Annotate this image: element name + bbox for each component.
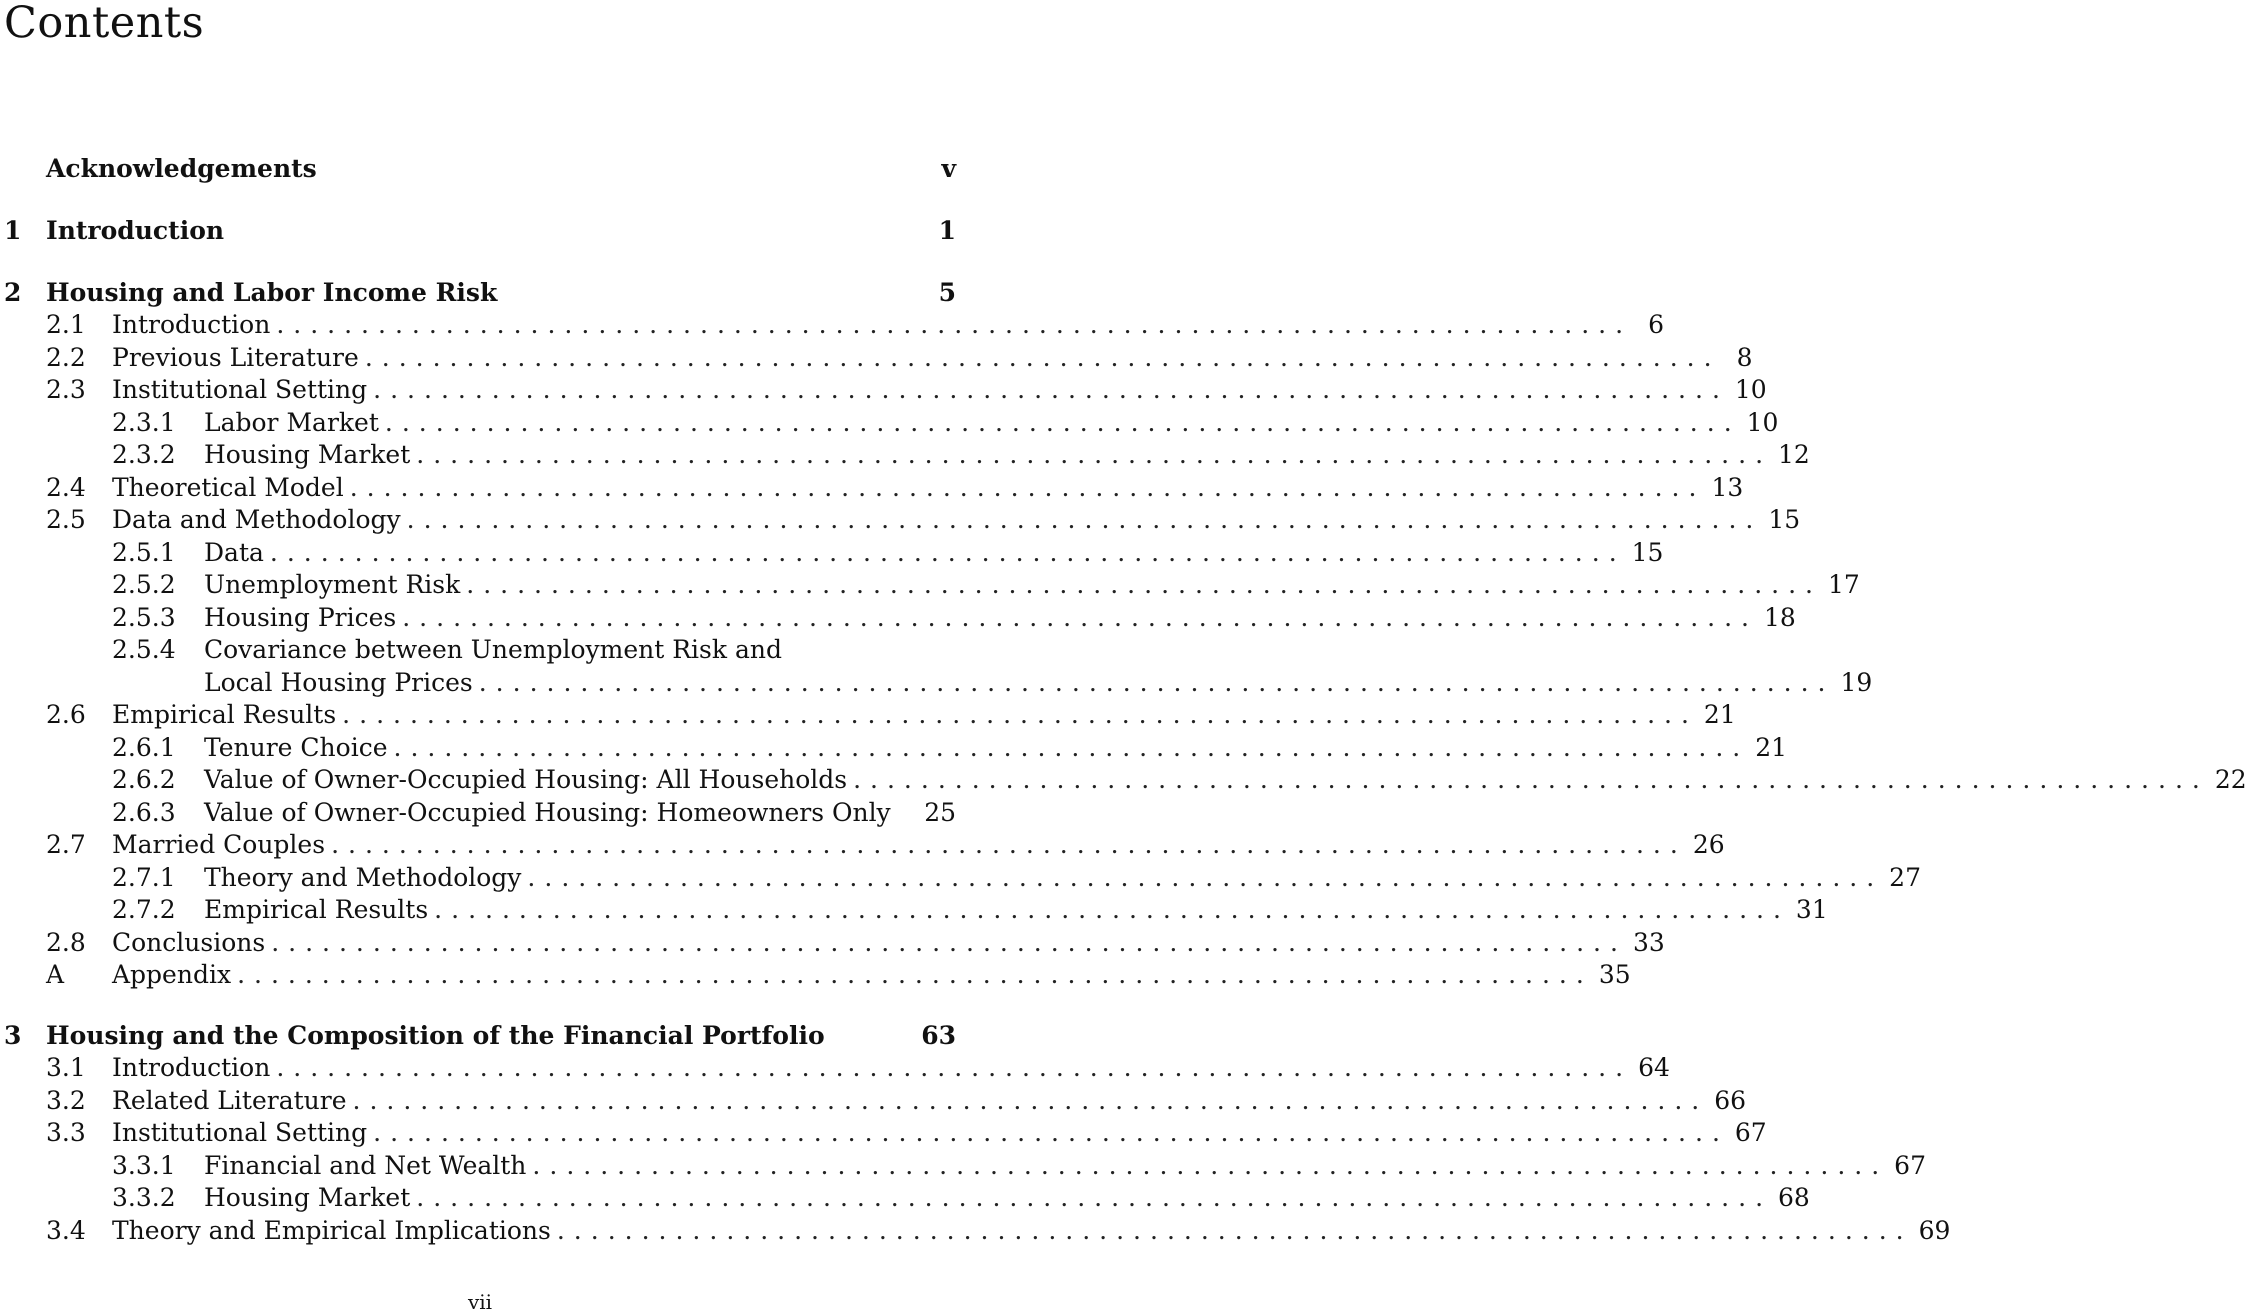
- toc-entry-page: 68: [1778, 1183, 1810, 1212]
- toc-entry-page: 67: [1734, 1118, 1767, 1147]
- dot-leader: ................................................................................: [853, 765, 2209, 794]
- dot-leader: ................................................................................: [416, 440, 1773, 469]
- toc-entry-number: 3.3.1: [112, 1151, 176, 1180]
- toc-entry-page: v: [941, 154, 956, 183]
- toc-entry-number: 2.5: [46, 505, 86, 534]
- dot-leader: ................................................................................: [342, 700, 1698, 729]
- toc-entry-page: 66: [1714, 1086, 1747, 1115]
- dot-leader: ................................................................................: [532, 1151, 1889, 1180]
- toc-entry-title: Housing Prices: [204, 603, 397, 632]
- toc-entry-title: Institutional Setting: [112, 1118, 368, 1147]
- toc-entry-number: 2.8: [46, 928, 86, 957]
- toc-entry-title: Housing and Labor Income Risk: [46, 278, 498, 307]
- toc-entry-title: Empirical Results: [204, 895, 429, 924]
- toc-entry-page: 6: [1648, 310, 1665, 339]
- toc-entry-page: 17: [1828, 570, 1860, 599]
- toc-entry[interactable]: [0, 215, 956, 247]
- toc-entry-number: 1: [4, 216, 22, 245]
- toc-entry-number: 3.3.2: [112, 1183, 176, 1212]
- toc-entry-number: 2.3.2: [112, 440, 176, 469]
- toc-entry[interactable]: [0, 1215, 1951, 1247]
- toc-entry-page: 64: [1638, 1053, 1670, 1082]
- dot-leader: ................................................................................: [373, 375, 1729, 404]
- toc-entry-title: Tenure Choice: [204, 733, 388, 762]
- dot-leader: ................................................................................: [527, 863, 1884, 892]
- toc-entry[interactable]: [0, 439, 1810, 471]
- dot-leader: ................................................................................: [406, 505, 1763, 534]
- dot-leader: ................................................................................: [271, 928, 1627, 957]
- toc-entry-page: 21: [1755, 733, 1788, 762]
- toc-entry-page: 21: [1703, 700, 1736, 729]
- toc-entry-page: 1: [938, 216, 956, 245]
- toc-entry-title: Covariance between Unemployment Risk and: [204, 635, 782, 664]
- toc-entry[interactable]: [0, 634, 956, 666]
- toc-entry[interactable]: [0, 472, 1744, 504]
- toc-entry-number: 2.6.3: [112, 798, 176, 827]
- toc-entry[interactable]: [0, 407, 1779, 439]
- toc-entry-page: 63: [921, 1021, 956, 1050]
- toc-entry-title: Value of Owner-Occupied Housing: Homeowners Only: [204, 798, 891, 827]
- toc-entry-title: Introduction: [46, 216, 225, 245]
- toc-entry[interactable]: [0, 569, 1860, 601]
- toc-entry-page: 22: [2214, 765, 2247, 794]
- toc-entry-title: Previous Literature: [112, 343, 359, 372]
- toc-entry-title: Housing and the Composition of the Financial Portfolio: [46, 1021, 825, 1050]
- toc-entry[interactable]: [0, 374, 1767, 406]
- toc-entry[interactable]: [0, 602, 1796, 634]
- toc-entry-number: 2.6: [46, 700, 86, 729]
- dot-leader: ................................................................................: [393, 733, 1750, 762]
- toc-entry-title: Appendix: [112, 960, 232, 989]
- toc-entry-page: 31: [1795, 895, 1828, 924]
- toc-entry[interactable]: [0, 342, 1753, 374]
- toc-entry-number: 2: [4, 278, 22, 307]
- toc-entry[interactable]: [0, 309, 1665, 341]
- dot-leader: ................................................................................: [237, 960, 1593, 989]
- toc-entry[interactable]: [0, 537, 1664, 569]
- toc-entry-number: 2.7.2: [112, 895, 176, 924]
- toc-entry-page: 5: [938, 278, 956, 307]
- toc-entry[interactable]: [0, 1020, 956, 1052]
- toc-entry-title: Married Couples: [112, 830, 326, 859]
- toc-entry-number: 3: [4, 1021, 22, 1050]
- toc-entry-page: 8: [1736, 343, 1753, 372]
- toc-entry-number: A: [46, 960, 65, 989]
- dot-leader: ................................................................................: [466, 570, 1822, 599]
- toc-entry-title: Introduction: [112, 1053, 271, 1082]
- toc-entry-number: 2.7.1: [112, 863, 176, 892]
- toc-entry-page: 33: [1632, 928, 1665, 957]
- toc-entry-page: 27: [1889, 863, 1921, 892]
- toc-entry-number: 3.3: [46, 1118, 86, 1147]
- toc-entry[interactable]: [0, 667, 1873, 699]
- dot-leader: ................................................................................: [416, 1183, 1773, 1212]
- toc-entry-title: Theoretical Model: [112, 473, 344, 502]
- dot-leader: ................................................................................: [331, 830, 1687, 859]
- toc-entry-number: 2.6.1: [112, 733, 176, 762]
- dot-leader: ................................................................................: [556, 1216, 1913, 1245]
- toc-entry[interactable]: [0, 1150, 1926, 1182]
- toc-entry-number: 2.3: [46, 375, 86, 404]
- toc-entry-title: Empirical Results: [112, 700, 337, 729]
- toc-entry[interactable]: [0, 1085, 1747, 1117]
- toc-entry-number: 2.1: [46, 310, 86, 339]
- toc-entry-page: 10: [1746, 408, 1779, 437]
- toc-entry-title: Theory and Methodology: [204, 863, 522, 892]
- toc-entry-title: Related Literature: [112, 1086, 347, 1115]
- toc-entry-number: 2.5.1: [112, 538, 176, 567]
- toc-entry[interactable]: [0, 764, 2247, 796]
- toc-entry-number: 2.4: [46, 473, 86, 502]
- toc-entry-title: Housing Market: [204, 440, 411, 469]
- toc-entry-title: Housing Market: [204, 1183, 411, 1212]
- dot-leader: ................................................................................: [364, 343, 1721, 372]
- dot-leader: ................................................................................: [402, 603, 1758, 632]
- toc-entry-title: Institutional Setting: [112, 375, 368, 404]
- toc-entry[interactable]: [0, 797, 956, 829]
- toc-entry-page: 15: [1768, 505, 1801, 534]
- toc-entry[interactable]: [0, 959, 1631, 991]
- toc-entry-title: Labor Market: [204, 408, 379, 437]
- toc-entry-page: 19: [1840, 668, 1873, 697]
- toc-entry[interactable]: [0, 1117, 1767, 1149]
- dot-leader: ................................................................................: [276, 310, 1633, 339]
- toc-entry-page: 26: [1692, 830, 1725, 859]
- toc-entry-page: 13: [1711, 473, 1744, 502]
- toc-entry-number: 2.2: [46, 343, 86, 372]
- toc-entry-title: Financial and Net Wealth: [204, 1151, 527, 1180]
- toc-entry-page: 10: [1734, 375, 1767, 404]
- toc-entry[interactable]: [0, 862, 1921, 894]
- toc-entry-page: 18: [1763, 603, 1796, 632]
- toc-entry-page: 25: [924, 798, 956, 827]
- toc-entry-page: 67: [1894, 1151, 1926, 1180]
- toc-entry-title: Conclusions: [112, 928, 266, 957]
- toc-entry-number: 2.3.1: [112, 408, 176, 437]
- dot-leader: ................................................................................: [478, 668, 1835, 697]
- toc-entry[interactable]: [0, 829, 1725, 861]
- dot-leader: ................................................................................: [373, 1118, 1729, 1147]
- toc-entry-number: 3.1: [46, 1053, 86, 1082]
- toc-entry[interactable]: [0, 277, 956, 309]
- toc-entry-page: 69: [1918, 1216, 1951, 1245]
- toc-entry-number: 2.5.4: [112, 635, 176, 664]
- toc-entry[interactable]: [0, 699, 1736, 731]
- toc-entry-number: 3.2: [46, 1086, 86, 1115]
- toc-entry-number: 2.7: [46, 830, 86, 859]
- page-title: Contents: [4, 0, 205, 48]
- toc-entry-number: 2.5.3: [112, 603, 176, 632]
- dot-leader: ................................................................................: [276, 1053, 1633, 1082]
- toc-entry-number: 3.4: [46, 1216, 86, 1245]
- toc-entry-title: Data and Methodology: [112, 505, 401, 534]
- toc-entry[interactable]: [0, 927, 1665, 959]
- toc-entry-number: 2.6.2: [112, 765, 176, 794]
- toc-entry[interactable]: [0, 504, 1801, 536]
- dot-leader: ................................................................................: [349, 473, 1706, 502]
- toc-entry[interactable]: [0, 894, 1828, 926]
- toc-entry-page: 15: [1631, 538, 1664, 567]
- toc-entry-title: Acknowledgements: [46, 154, 317, 183]
- page-number: vii: [467, 1290, 493, 1314]
- toc-entry-title: Introduction: [112, 310, 271, 339]
- toc-entry[interactable]: [0, 153, 956, 185]
- dot-leader: ................................................................................: [384, 408, 1741, 437]
- dot-leader: ................................................................................: [352, 1086, 1709, 1115]
- toc-entry[interactable]: [0, 1182, 1810, 1214]
- toc-entry-title: Local Housing Prices: [204, 668, 473, 697]
- toc-entry[interactable]: [0, 732, 1788, 764]
- toc-entry-title: Value of Owner-Occupied Housing: All Households: [204, 765, 848, 794]
- toc-entry-page: 12: [1778, 440, 1810, 469]
- dot-leader: ................................................................................: [269, 538, 1626, 567]
- toc-entry-title: Theory and Empirical Implications: [112, 1216, 551, 1245]
- toc-entry-title: Data: [204, 538, 264, 567]
- toc-entry-page: 35: [1598, 960, 1631, 989]
- toc-entry[interactable]: [0, 1052, 1670, 1084]
- toc-entry-number: 2.5.2: [112, 570, 176, 599]
- toc-entry-title: Unemployment Risk: [204, 570, 461, 599]
- dot-leader: ................................................................................: [434, 895, 1790, 924]
